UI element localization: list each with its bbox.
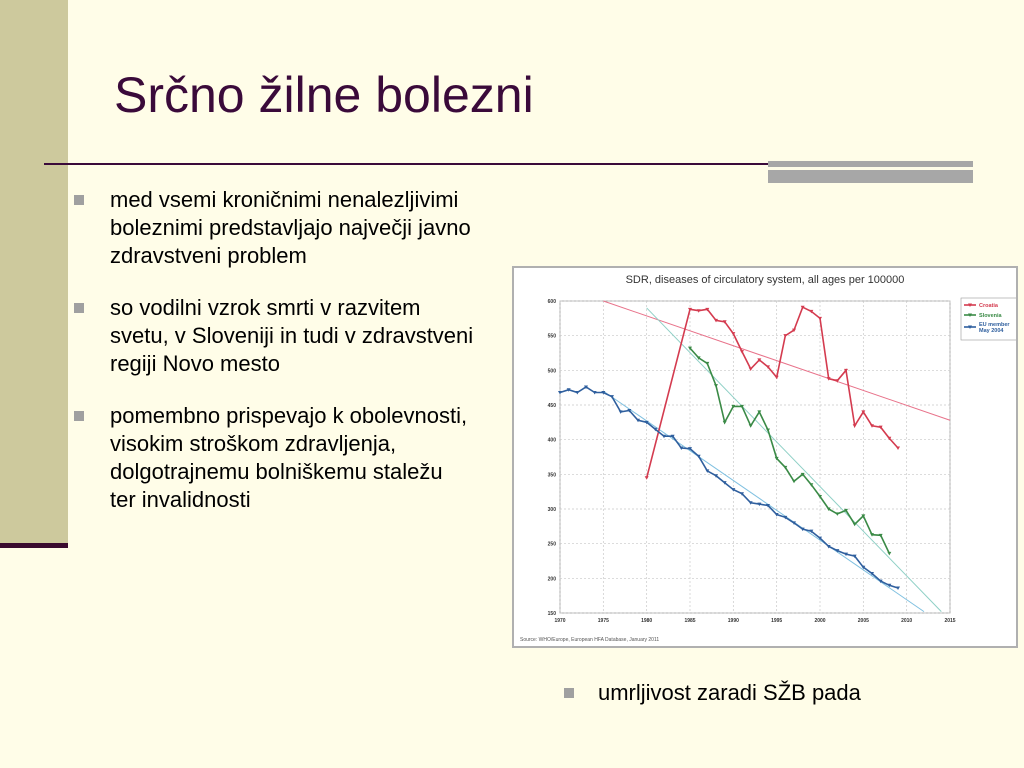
chart-title: SDR, diseases of circulatory system, all ages per 100000: [625, 274, 905, 286]
caption-text: umrljivost zaradi SŽB pada: [598, 680, 861, 705]
x-tick-label: 1995: [771, 618, 783, 624]
left-decor-band: [0, 0, 68, 543]
left-decor-accent: [0, 543, 68, 548]
line-chart: [514, 268, 1016, 646]
legend-label: Slovenia: [979, 313, 1002, 319]
bullet-list: [74, 186, 474, 538]
x-tick-label: 2015: [944, 618, 956, 624]
y-tick-label: 250: [547, 541, 556, 548]
bullet-text: so vodilni vzrok smrti v razvitem svetu, v Sloveniji in tudi v zdravstveni regiji Novo mesto: [110, 295, 474, 376]
bullet-item: [74, 402, 474, 514]
y-tick-label: 300: [547, 507, 556, 513]
y-tick-label: 550: [547, 333, 556, 340]
bullet-text: med vsemi kroničnimi nenalezljivimi boleznimi predstavljajo največji javno zdravstveni problem: [110, 187, 471, 268]
y-tick-label: 350: [547, 472, 556, 479]
y-tick-label: 400: [547, 437, 556, 444]
x-tick-label: 1985: [684, 618, 696, 624]
chart-image: [512, 266, 1018, 648]
square-bullet-icon: [564, 688, 574, 698]
square-bullet-icon: [74, 195, 84, 205]
chart-source: Source: WHO/Europe, European HFA Database, January 2011: [520, 637, 660, 643]
x-tick-label: 1975: [597, 618, 609, 624]
bullet-text: pomembno prispevajo k obolevnosti, visokim stroškom zdravljenja, dolgotrajnemu bolniškemu staležu ter invalidnosti: [110, 403, 468, 512]
x-tick-label: 2010: [901, 618, 913, 624]
square-bullet-icon: [74, 411, 84, 421]
y-tick-label: 500: [547, 368, 556, 375]
title-underline: [44, 163, 768, 165]
slide-title: Srčno žilne bolezni: [114, 67, 534, 123]
plot-area: [560, 301, 950, 613]
square-bullet-icon: [74, 303, 84, 313]
y-tick-label: 150: [547, 611, 556, 617]
x-tick-label: 1990: [727, 618, 739, 624]
legend-label: Croatia: [979, 303, 998, 309]
bullet-item: [74, 186, 474, 270]
title-decor-bar: [768, 158, 973, 183]
bullet-item: [74, 294, 474, 378]
y-tick-label: 600: [547, 299, 556, 305]
chart-caption: [564, 679, 861, 707]
x-tick-label: 2000: [814, 618, 826, 624]
x-tick-label: 1980: [641, 618, 653, 624]
legend-label: EU member May 2004: [979, 322, 1010, 334]
chart-grid: [560, 301, 950, 613]
chart-legend: [961, 298, 1016, 340]
y-tick-label: 450: [547, 403, 556, 409]
y-tick-label: 200: [547, 576, 556, 583]
x-tick-label: 2005: [857, 618, 869, 624]
x-tick-label: 1970: [554, 618, 566, 624]
